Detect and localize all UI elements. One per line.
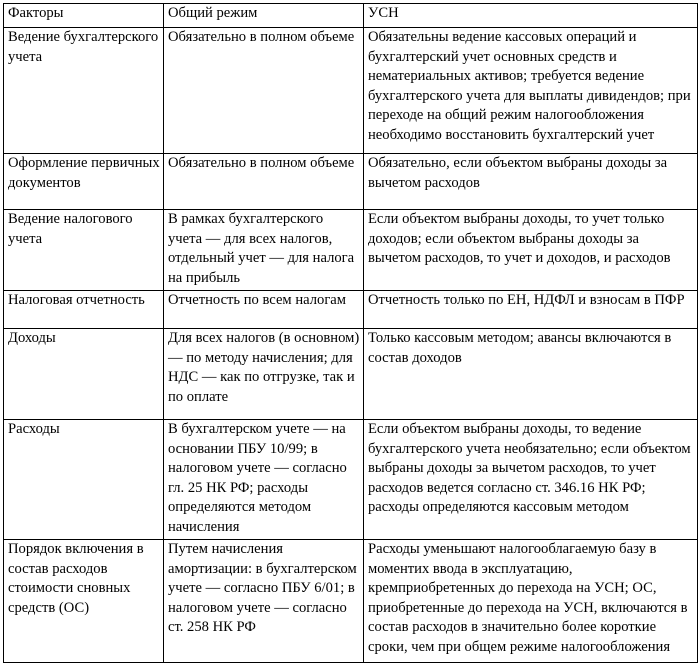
usn-cell: Обязательны ведение кассовых операций и бухгалтерский учет основных средств и нематериальных активов; требуется ведение бухгалтерского учета для выплаты дивидендов; при переходе на общий режим налогообложения необходимо восстановить бухгалтерский учет	[364, 28, 698, 154]
factor-cell: Ведение налогового учета	[4, 210, 164, 291]
table-row	[4, 329, 698, 420]
usn-cell: Расходы уменьшают налогооблагаемую базу в моментих ввода в эксплуатацию, кремприобретенных до перехода на УСН; ОС, приобретенные до перехода на УСН, включаются в состав расходов в значительно более короткие сроки, чем при общем режиме налогообложения	[364, 540, 698, 663]
table-row	[4, 210, 698, 291]
factor-cell: Налоговая отчетность	[4, 291, 164, 329]
header-row	[4, 4, 698, 28]
header-general-regime: Общий режим	[164, 4, 364, 28]
factor-cell: Доходы	[4, 329, 164, 420]
factor-cell: Ведение бухгалтерского учета	[4, 28, 164, 154]
general-regime-cell: Для всех налогов (в основном) — по методу начисления; для НДС — как по отгрузке, так и по оплате	[164, 329, 364, 420]
header-usn: УСН	[364, 4, 698, 28]
general-regime-cell: В рамках бухгалтерского учета — для всех налогов, отдельный учет — для налога на прибыль	[164, 210, 364, 291]
table-row	[4, 291, 698, 329]
usn-cell: Если объектом выбраны доходы, то учет только доходов; если объектом выбраны доходы за вычетом расходов, то учет и доходов, и расходов	[364, 210, 698, 291]
table-row	[4, 28, 698, 154]
table-row	[4, 420, 698, 540]
general-regime-cell: Путем начисления амортизации: в бухгалтерском учете — согласно ПБУ 6/01; в налоговом учете — согласно ст. 258 НК РФ	[164, 540, 364, 663]
usn-cell: Только кассовым методом; авансы включаются в состав доходов	[364, 329, 698, 420]
general-regime-cell: В бухгалтерском учете — на основании ПБУ 10/99; в налоговом учете — согласно гл. 25 НК РФ; расходы определяются методом начисления	[164, 420, 364, 540]
factor-cell: Расходы	[4, 420, 164, 540]
general-regime-cell: Обязательно в полном объеме	[164, 28, 364, 154]
usn-cell: Обязательно, если объектом выбраны доходы за вычетом расходов	[364, 154, 698, 210]
factor-cell: Оформление первичных документов	[4, 154, 164, 210]
general-regime-cell: Обязательно в полном объеме	[164, 154, 364, 210]
table-row	[4, 154, 698, 210]
factor-cell: Порядок включения в состав расходов стоимости сновных средств (ОС)	[4, 540, 164, 663]
usn-cell: Отчетность только по ЕН, НДФЛ и взносам в ПФР	[364, 291, 698, 329]
general-regime-cell: Отчетность по всем налогам	[164, 291, 364, 329]
header-factors: Факторы	[4, 4, 164, 28]
usn-cell: Если объектом выбраны доходы, то ведение бухгалтерского учета необязательно; если объектом выбраны доходы за вычетом расходов, то учет расходов ведется согласно ст. 346.16 НК РФ; расходы определяются кассовым методом	[364, 420, 698, 540]
comparison-table	[3, 3, 698, 663]
table-row	[4, 540, 698, 663]
